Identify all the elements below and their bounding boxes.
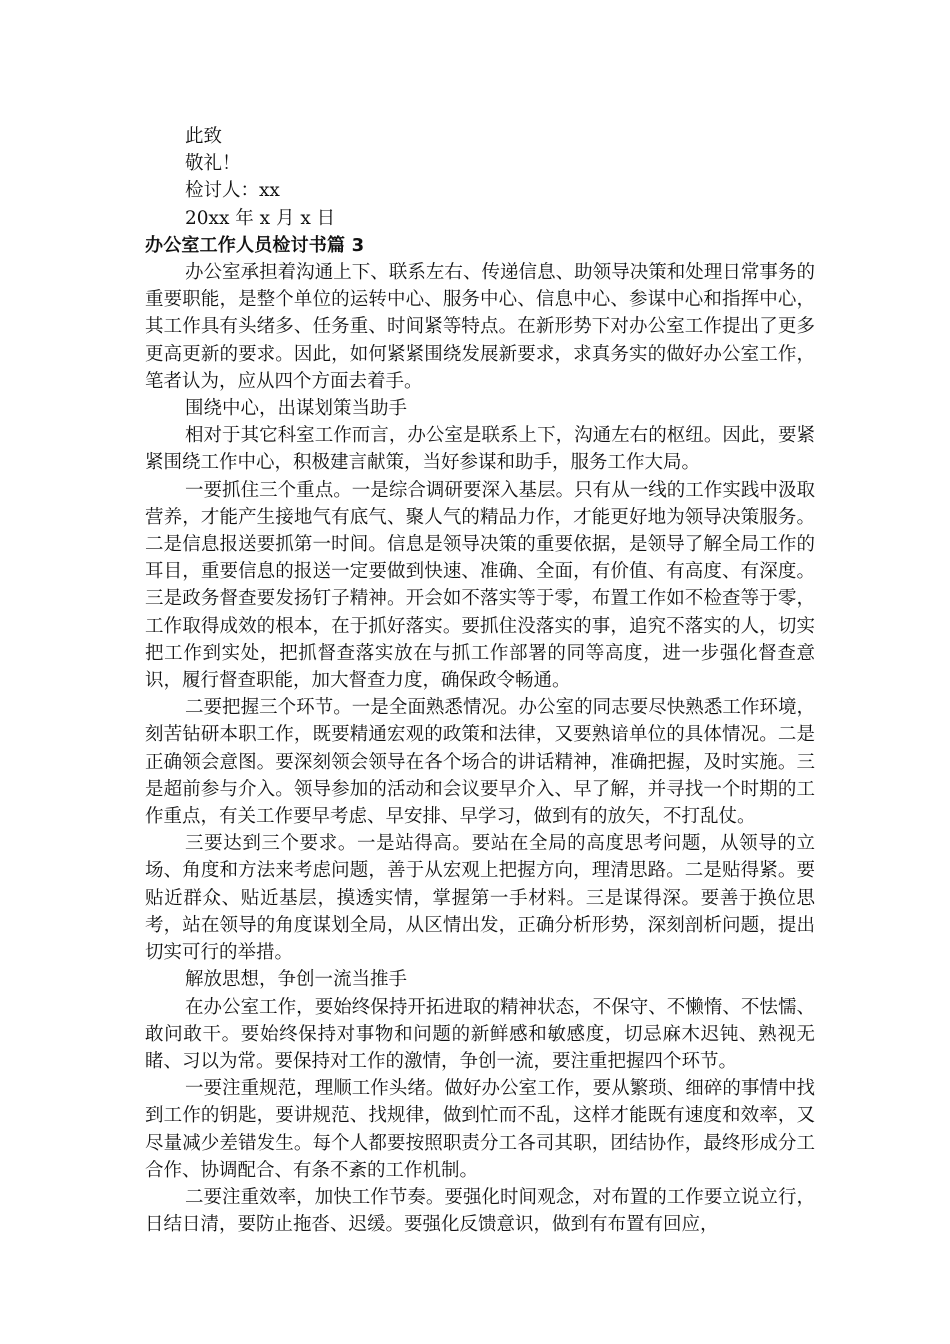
paragraph-intro: 办公室承担着沟通上下、联系左右、传递信息、助领导决策和处理日常事务的重要职能，是整个单位的运转中心、服务中心、信息中心、参谋中心和指挥中心，其工作具有头绪多、任务重、时间紧等特点。在新形势下对办公室工作提出了更多更高更新的要求。因此，如何紧紧围绕发展新要求，求真务实的做好办公室工作，笔者认为，应从四个方面去着手。 (145, 262, 815, 392)
paragraph-standards: 一要注重规范，理顺工作头绪。做好办公室工作，要从繁琐、细碎的事情中找到工作的钥匙，要讲规范、找规律，做到忙而不乱，这样才能既有速度和效率，又尽量减少差错发生。每个人都要按照职责分工各司其职，团结协作，最终形成分工合作、协调配合、有条不紊的工作机制。 (145, 1078, 815, 1181)
document-page (145, 123, 815, 1238)
subheading-liberate: 解放思想，争创一流当推手 (185, 969, 408, 991)
paragraph-efficiency: 二要注重效率，加快工作节奏。要强化时间观念，对布置的工作要立说立行，日结日清，要防止拖沓、迟缓。要强化反馈意识，做到有布置有回应， (145, 1186, 815, 1236)
section-title: 办公室工作人员检讨书篇 3 (145, 234, 365, 256)
paragraph-three-links: 二要把握三个环节。一是全面熟悉情况。办公室的同志要尽快熟悉工作环境，刻苦钻研本职工作，既要精通宏观的政策和法律，又要熟谙单位的具体情况。二是正确领会意图。要深刻领会领导在各个场合的讲话精神，准确把握，及时实施。三是超前参与介入。领导参加的活动和会议要早介入、早了解，并寻找一个时期的工作重点，有关工作要早考虑、早安排、早学习，做到有的放矢，不打乱仗。 (145, 697, 815, 828)
closing-salutation: 此致 (185, 126, 223, 147)
signer-line: 检讨人：xx (185, 180, 280, 202)
paragraph-hub: 相对于其它科室工作而言，办公室是联系上下，沟通左右的枢纽。因此，要紧紧围绕工作中心，积极建言献策，当好参谋和助手，服务工作大局。 (145, 425, 815, 474)
subheading-center: 围绕中心，出谋划策当助手 (185, 398, 408, 420)
paragraph-three-focus: 一要抓住三个重点。一是综合调研要深入基层。只有从一线的工作实践中汲取营养，才能产生接地气有底气、聚人气的精品力作，才能更好地为领导决策服务。二是信息报送要抓第一时间。信息是领导决策的重要依据，是领导了解全局工作的耳目，重要信息的报送一定要做到快速、准确、全面，有价值、有高度、有深度。三是政务督查要发扬钉子精神。开会如不落实等于零，布置工作如不检查等于零，工作取得成效的根本，在于抓好落实。要抓住没落实的事，追究不落实的人，切实把工作到实处，把抓督查落实放在与抓工作部署的同等高度，进一步强化督查意识，履行督查职能，加大督查力度，确保政令畅通。 (145, 479, 815, 692)
paragraph-three-requirements: 三要达到三个要求。一是站得高。要站在全局的高度思考问题，从领导的立场、角度和方法来考虑问题，善于从宏观上把握方向，理清思路。二是贴得紧。要贴近群众、贴近基层，摸透实情，掌握第一手材料。三是谋得深。要善于换位思考，站在领导的角度谋划全局，从区情出发，正确分析形势，深刻剖析问题，提出切实可行的举措。 (145, 833, 815, 964)
date-line: 20xx 年 x 月 x 日 (185, 207, 336, 229)
paragraph-spirit: 在办公室工作，要始终保持开拓进取的精神状态，不保守、不懒惰、不怯懦、敢问敢干。要始终保持对事物和问题的新鲜感和敏感度，切忌麻木迟钝、熟视无睹、习以为常。要保持对工作的激情，争创一流，要注重把握四个环节。 (145, 996, 815, 1072)
closing-regards: 敬礼！ (185, 153, 241, 175)
